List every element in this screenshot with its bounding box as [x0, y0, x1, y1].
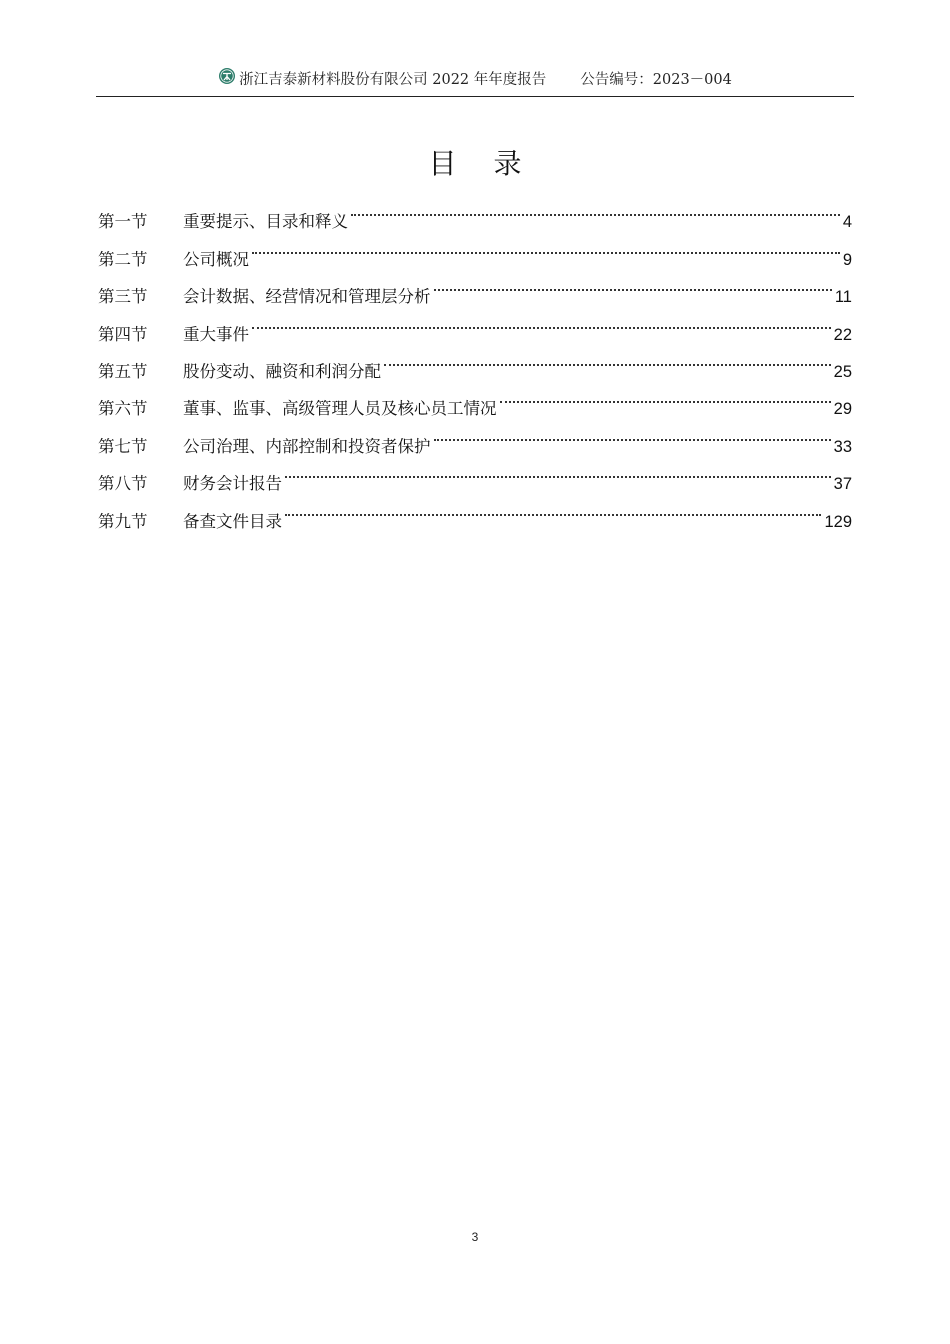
- toc-section-name: 公司概况: [183, 249, 249, 269]
- toc-dot-leader: [434, 265, 832, 302]
- toc-page-number: 22: [833, 325, 852, 344]
- toc-page-number: 37: [833, 475, 852, 494]
- toc-dot-leader: [285, 452, 831, 489]
- toc-section-name: 董事、监事、高级管理人员及核心员工情况: [183, 399, 497, 419]
- toc-section-name: 重要提示、目录和释义: [183, 212, 348, 232]
- company-logo-icon: [218, 67, 236, 85]
- toc-section-name: 财务会计报告: [183, 474, 282, 494]
- report-title: 浙江吉泰新材料股份有限公司 2022 年年度报告: [239, 72, 547, 88]
- toc-section-label: 第一节: [98, 212, 148, 232]
- toc-dot-leader: [351, 190, 840, 227]
- toc-section-label: 第五节: [98, 361, 148, 381]
- toc-section-name: 备查文件目录: [183, 511, 282, 531]
- toc-section-label: 第九节: [98, 511, 148, 531]
- toc-section-name: 重大事件: [183, 324, 249, 344]
- toc-section-label: 第二节: [98, 249, 148, 269]
- announcement-number: 公告编号：2023－004: [580, 72, 732, 88]
- toc-dot-leader: [285, 489, 821, 526]
- toc-section-label: 第四节: [98, 324, 148, 344]
- toc-page-number: 25: [833, 362, 852, 381]
- toc-dot-leader: [384, 340, 831, 377]
- toc-title: 目 录: [428, 147, 536, 180]
- toc-entry-section-1[interactable]: [98, 190, 852, 232]
- toc-page-number: 33: [833, 437, 852, 456]
- toc-page-number: 9: [842, 250, 852, 269]
- toc-section-name: 会计数据、经营情况和管理层分析: [183, 287, 431, 307]
- toc-section-name: 股份变动、融资和利润分配: [183, 361, 381, 381]
- header-content: [218, 68, 732, 89]
- toc-section-label: 第六节: [98, 399, 148, 419]
- toc-section-label: 第三节: [98, 287, 148, 307]
- page-number: 3: [471, 1230, 479, 1244]
- toc-dot-leader: [500, 377, 831, 414]
- toc-page-number: 29: [833, 400, 852, 419]
- toc-list: [98, 190, 852, 531]
- toc-dot-leader: [434, 414, 831, 451]
- toc-section-name: 公司治理、内部控制和投资者保护: [183, 436, 431, 456]
- toc-dot-leader: [252, 302, 831, 339]
- toc-dot-leader: [252, 227, 840, 264]
- toc-page-number: 4: [842, 213, 852, 232]
- toc-page-number: 11: [834, 288, 852, 307]
- toc-page-number: 129: [824, 512, 852, 531]
- toc-section-label: 第七节: [98, 436, 148, 456]
- toc-section-label: 第八节: [98, 474, 148, 494]
- page-header: [96, 68, 854, 97]
